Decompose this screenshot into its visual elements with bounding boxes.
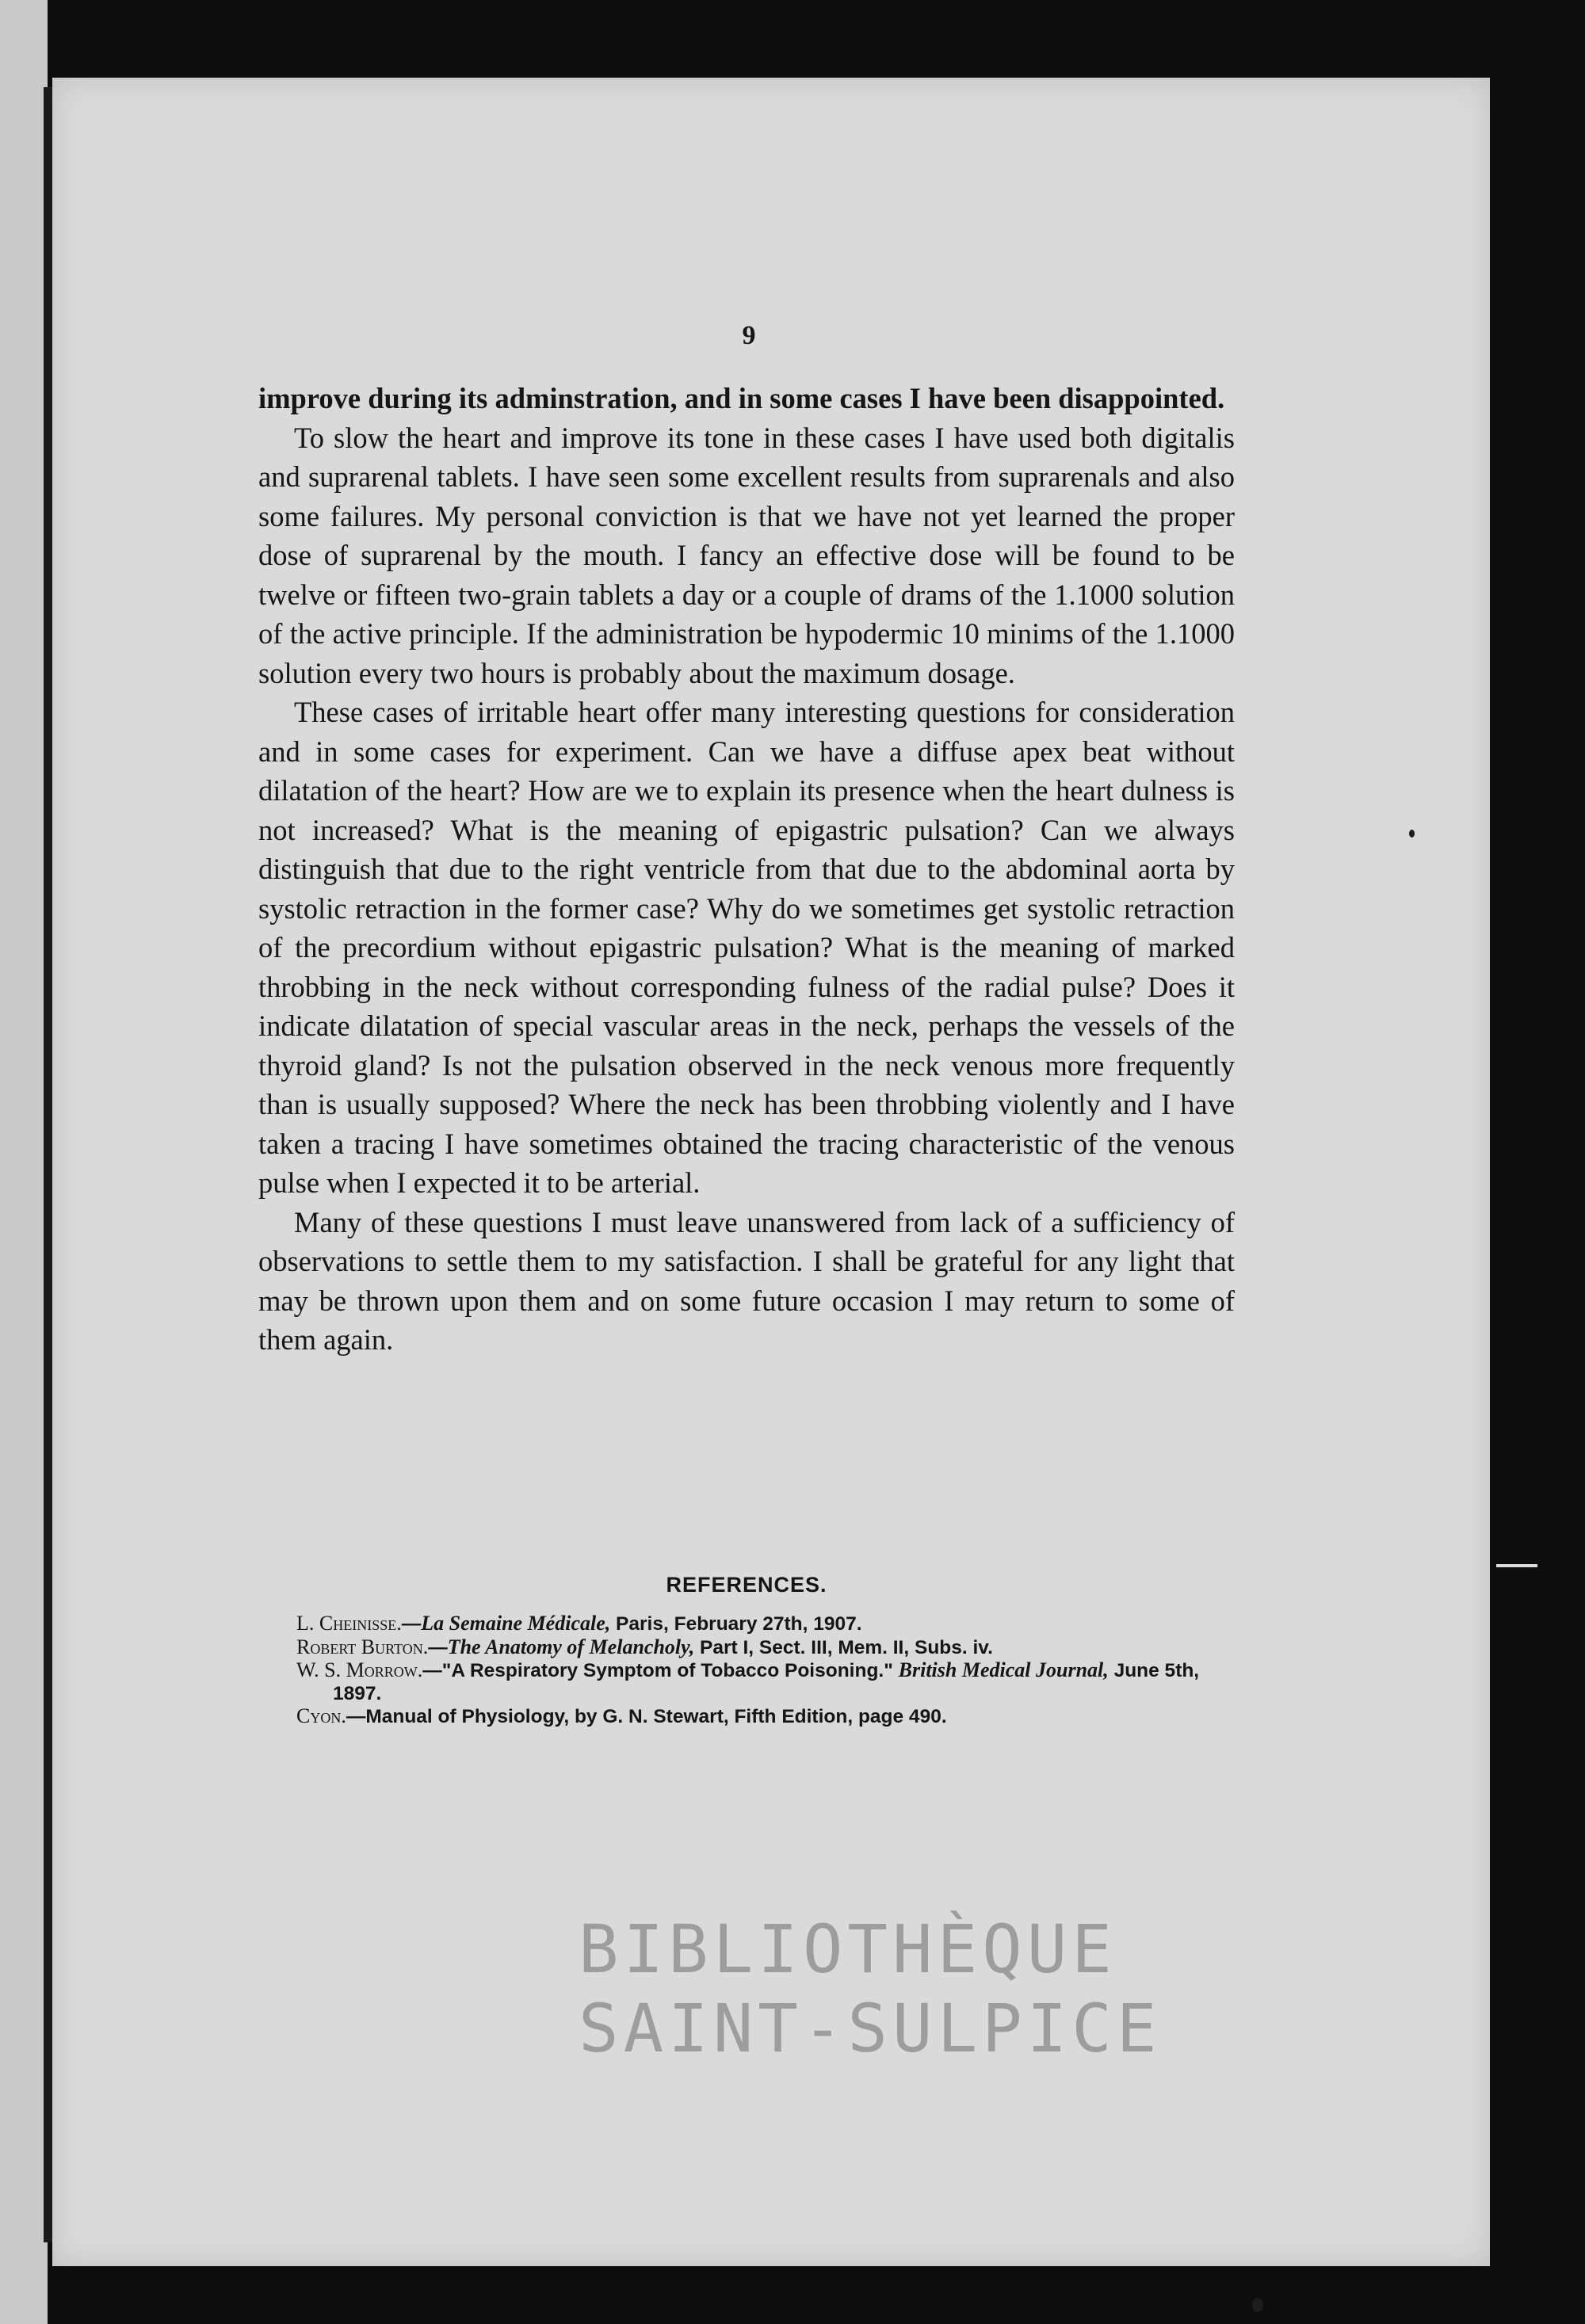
reference-details: Paris, February 27th, 1907. xyxy=(610,1613,862,1635)
library-perforation-stamp xyxy=(579,1910,1162,2092)
references-heading: REFERENCES. xyxy=(666,1573,827,1597)
paragraph-continuation: improve during its adminstration, and in some cases I have been disappointed. xyxy=(258,382,1225,414)
reference-item xyxy=(258,1659,1238,1705)
reference-details: June 5th, 1897. xyxy=(333,1660,1200,1704)
reference-details: "A Respiratory Symptom of Tobacco Poisoning." xyxy=(441,1660,899,1681)
page-number: 9 xyxy=(742,321,756,350)
body-text xyxy=(258,379,1235,1360)
stamp-line-2: SAINT-SULPICE xyxy=(579,1990,1162,2067)
reference-dash: — xyxy=(401,1613,422,1635)
reference-item xyxy=(258,1705,1238,1729)
reference-dash: — xyxy=(422,1660,442,1681)
reference-dash: — xyxy=(428,1636,448,1658)
reference-title: La Semaine Médicale, xyxy=(421,1612,611,1635)
scan-edge-mark xyxy=(1496,1564,1537,1567)
reference-title: The Anatomy of Melancholy, xyxy=(447,1635,695,1658)
scan-speck xyxy=(1252,2298,1263,2312)
reference-author: Cyon. xyxy=(296,1704,346,1727)
reference-author: W. S. Morrow. xyxy=(296,1658,423,1681)
reference-details: Part I, Sect. III, Mem. II, Subs. iv. xyxy=(694,1636,993,1658)
references-list xyxy=(258,1612,1238,1729)
reference-journal: British Medical Journal, xyxy=(898,1658,1109,1681)
paragraph-questions: These cases of irritable heart offer many interesting questions for consideration and in some cases for experiment. Can we have a diffuse apex beat without dilatation of the heart? How are we to explain its presence when the heart dulness is not increased? What is the meaning of epigastric pulsation? Can we always distinguish that due to the right ventricle from that due to the abdominal aorta by systolic retraction in the former case? Why do we sometimes get systolic retraction of the precordium without epigastric pulsation? What is the meaning of marked throbbing in the neck without corresponding fulness of the radial pulse? Does it indicate dilatation of special vascular areas in the neck, perhaps the vessels of the thyroid gland? Is not the pulsation observed in the neck venous more frequently than is usually supposed? Where the neck has been throbbing violently and I have taken a tracing I have sometimes obtained the tracing characteristic of the venous pulse when I expected it to be arterial. xyxy=(258,696,1235,1199)
reference-author: Robert Burton. xyxy=(296,1635,429,1658)
paragraph-conclusion: Many of these questions I must leave unanswered from lack of a sufficiency of observations to settle them to my satisfaction. I shall be grateful for any light that may be thrown upon them and on some future occasion I may return to some of them again. xyxy=(258,1205,1235,1356)
reference-author: L. Cheinisse. xyxy=(296,1612,402,1635)
reference-details: Manual of Physiology, by G. N. Stewart, Fifth Edition, page 490. xyxy=(365,1706,947,1727)
scan-speck xyxy=(1409,830,1415,838)
reference-item xyxy=(258,1636,1238,1660)
scan-left-margin xyxy=(0,0,48,2324)
stamp-line-1: BIBLIOTHÈQUE xyxy=(579,1910,1117,1988)
paragraph-treatment: To slow the heart and improve its tone in these cases I have used both digitalis and suprarenal tablets. I have seen some excellent results from suprarenals and also some failures. My personal conviction is that we have not yet learned the proper dose of suprarenal by the mouth. I fancy an effective dose will be found to be twelve or fifteen two-grain tablets a day or a couple of drams of the 1.1000 solution of the active principle. If the administration be hypodermic 10 minims of the 1.1000 solution every two hours is probably about the maximum dosage. xyxy=(258,421,1235,689)
reference-dash: — xyxy=(346,1706,366,1727)
reference-item xyxy=(258,1612,1238,1636)
